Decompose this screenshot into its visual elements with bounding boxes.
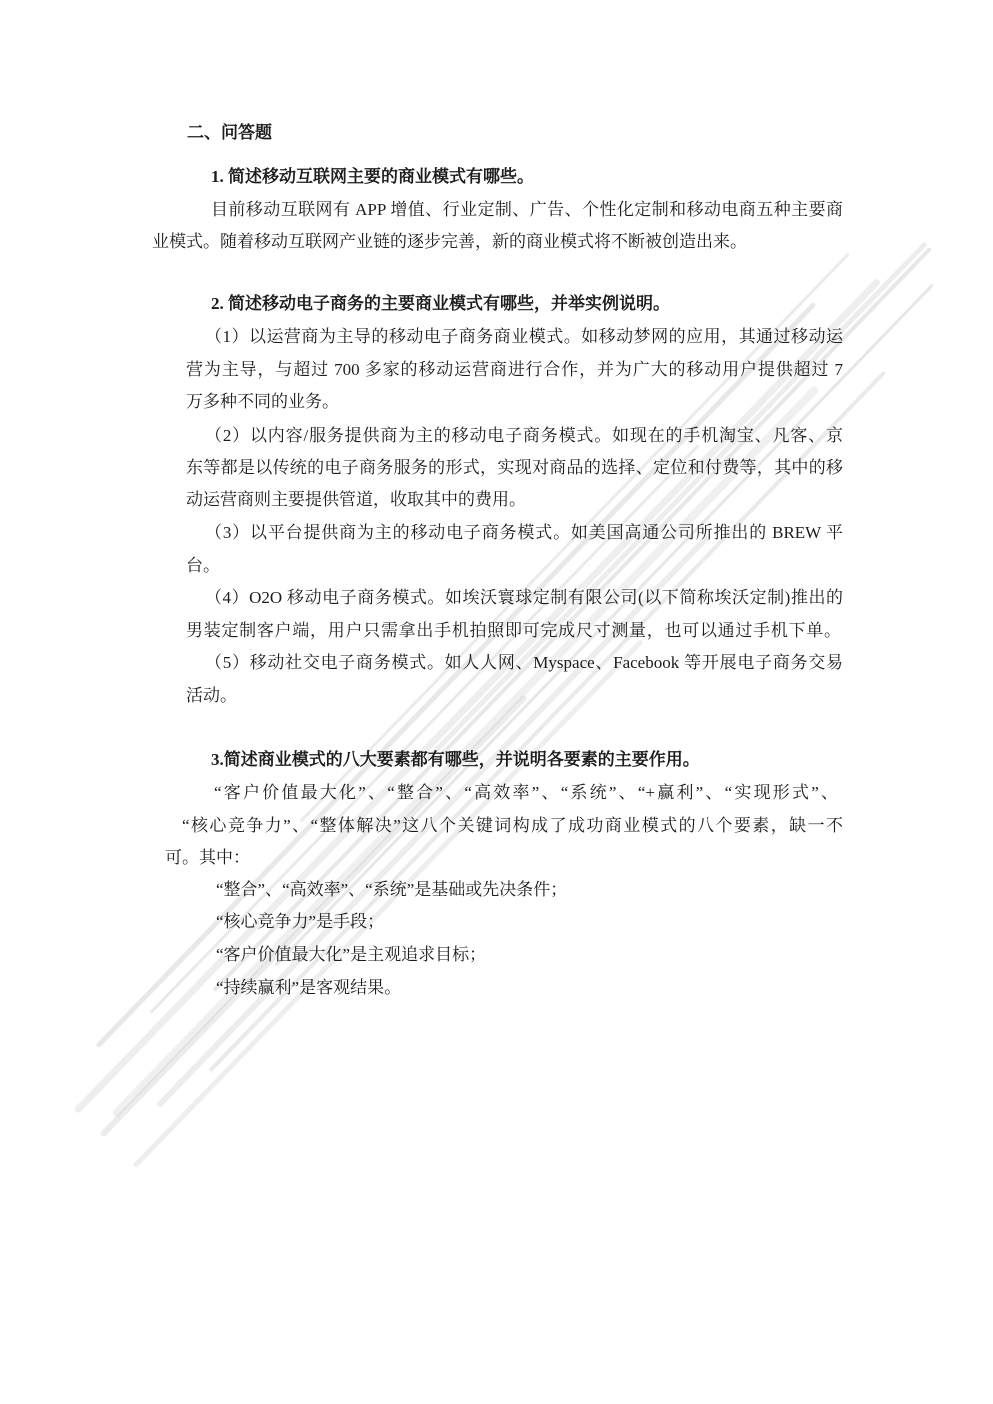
question-2-item-4-line: （4）O2O 移动电子商务模式。如埃沃寰球定制有限公司(以下简称埃沃定制)推出的 <box>205 588 843 607</box>
question-3-list-item: “核心竞争力”是手段； <box>216 912 385 931</box>
question-1-title: 1. 简述移动互联网主要的商业模式有哪些。 <box>211 167 534 186</box>
question-3-list-item: “持续赢利”是客观结果。 <box>216 978 402 997</box>
question-2-item-2-line: 动运营商则主要提供管道，收取其中的费用。 <box>186 490 526 509</box>
question-2-item-5-line: （5）移动社交电子商务模式。如人人网、Myspace、Facebook 等开展电子商务交易 <box>205 653 843 672</box>
question-2-item-1-line: （1）以运营商为主导的移动电子商务商业模式。如移动梦网的应用，其通过移动运 <box>205 327 843 346</box>
question-1-answer-line: 业模式。随着移动互联网产业链的逐步完善，新的商业模式将不断被创造出来。 <box>152 232 747 251</box>
question-3-title: 3.简述商业模式的八大要素都有哪些，并说明各要素的主要作用。 <box>211 750 700 769</box>
section-heading: 二、问答题 <box>187 123 272 142</box>
question-2-item-2-line: 东等都是以传统的电子商务服务的形式，实现对商品的选择、定位和付费等，其中的移 <box>186 458 843 477</box>
question-2-item-3-line: （3）以平台提供商为主的移动电子商务模式。如美国高通公司所推出的 BREW 平 <box>205 523 843 542</box>
question-2-item-3-line: 台。 <box>186 556 220 575</box>
question-3-answer-line: “核心竞争力”、“整体解决”这八个关键词构成了成功商业模式的八个要素，缺一不 <box>182 816 843 835</box>
question-2-item-1-line: 营为主导，与超过 700 多家的移动运营商进行合作，并为广大的移动用户提供超过 7 <box>186 360 843 379</box>
watermark-streak <box>99 305 813 1045</box>
question-3-list-item: “整合”、“高效率”、“系统”是基础或先决条件； <box>216 880 568 899</box>
question-2-title: 2. 简述移动电子商务的主要商业模式有哪些，并举实例说明。 <box>211 294 670 313</box>
question-2-item-4-line: 男装定制客户端，用户只需拿出手机拍照即可完成尺寸测量，也可以通过手机下单。 <box>186 621 841 640</box>
watermark-streak <box>136 643 640 1165</box>
question-2-item-5-line: 活动。 <box>186 686 237 705</box>
question-3-list-item: “客户价值最大化”是主观追求目标； <box>216 945 487 964</box>
question-1-answer-line: 目前移动互联网有 APP 增值、行业定制、广告、个性化定制和移动电商五种主要商 <box>211 200 843 219</box>
question-3-answer-line: “客户价值最大化”、“整合”、“高效率”、“系统”、“+赢利”、“实现形式”、 <box>214 783 838 802</box>
question-2-item-1-line: 万多种不同的业务。 <box>186 392 339 411</box>
question-3-answer-line: 可。其中： <box>165 848 250 867</box>
question-2-item-2-line: （2）以内容/服务提供商为主的移动电子商务模式。如现在的手机淘宝、凡客、京 <box>205 426 843 445</box>
